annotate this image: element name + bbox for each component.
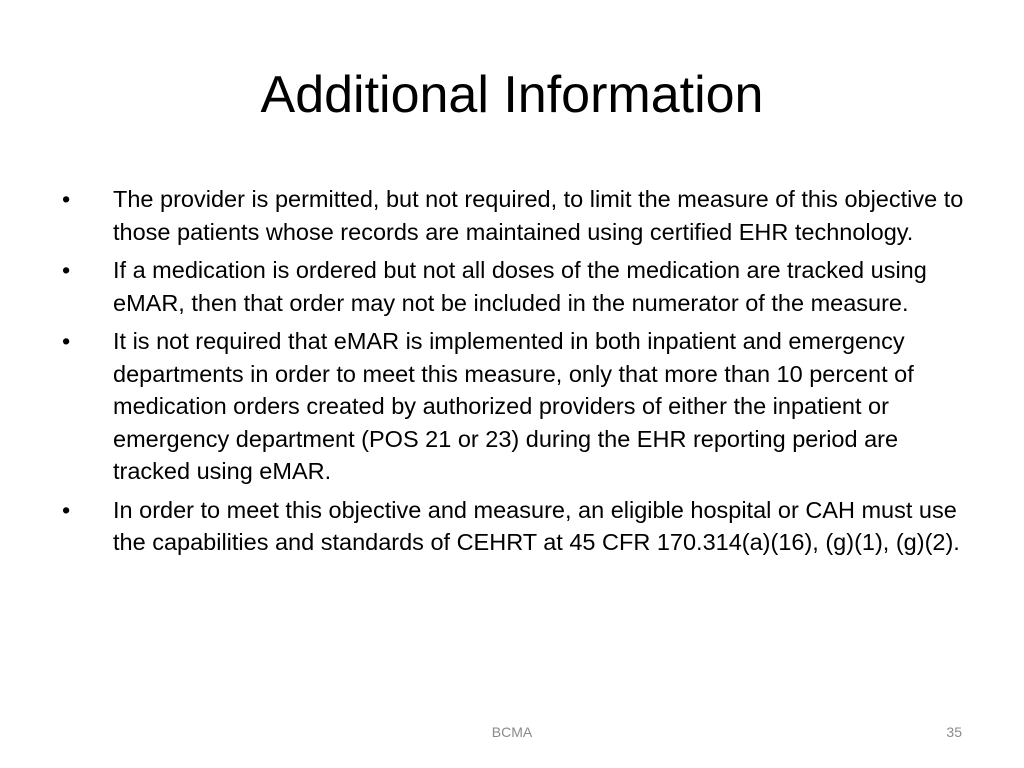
bullet-icon: •: [62, 257, 71, 283]
bullet-item: [58, 494, 978, 559]
bullet-text: The provider is permitted, but not required, to limit the measure of this objective to those patients whose records are maintained using certified EHR technology.: [113, 186, 964, 245]
bullet-text: It is not required that eMAR is implemented in both inpatient and emergency departments in order to meet this measure, only that more than 10 percent of medication orders created by authorized providers of either the inpatient or emergency department (POS 21 or 23) during the EHR reporting period are tracked using eMAR.: [113, 328, 914, 484]
bullet-text: In order to meet this objective and measure, an eligible hospital or CAH must use the capabilities and standards of CEHRT at 45 CFR 170.314(a)(16), (g)(1), (g)(2).: [113, 496, 960, 555]
page-number: 35: [946, 724, 962, 740]
slide-title: Additional Information: [260, 66, 764, 124]
bullet-item: [58, 254, 978, 319]
bullet-item: [58, 325, 978, 488]
bullet-icon: •: [62, 328, 71, 354]
bullet-icon: •: [62, 496, 71, 523]
bullet-list: [58, 183, 978, 565]
bullet-text: If a medication is ordered but not all doses of the medication are tracked using eMAR, then that order may not be included in the numerator of the measure.: [113, 257, 927, 316]
bullet-item: [58, 183, 978, 248]
footer-label: BCMA: [491, 724, 533, 740]
bullet-icon: •: [62, 186, 71, 212]
